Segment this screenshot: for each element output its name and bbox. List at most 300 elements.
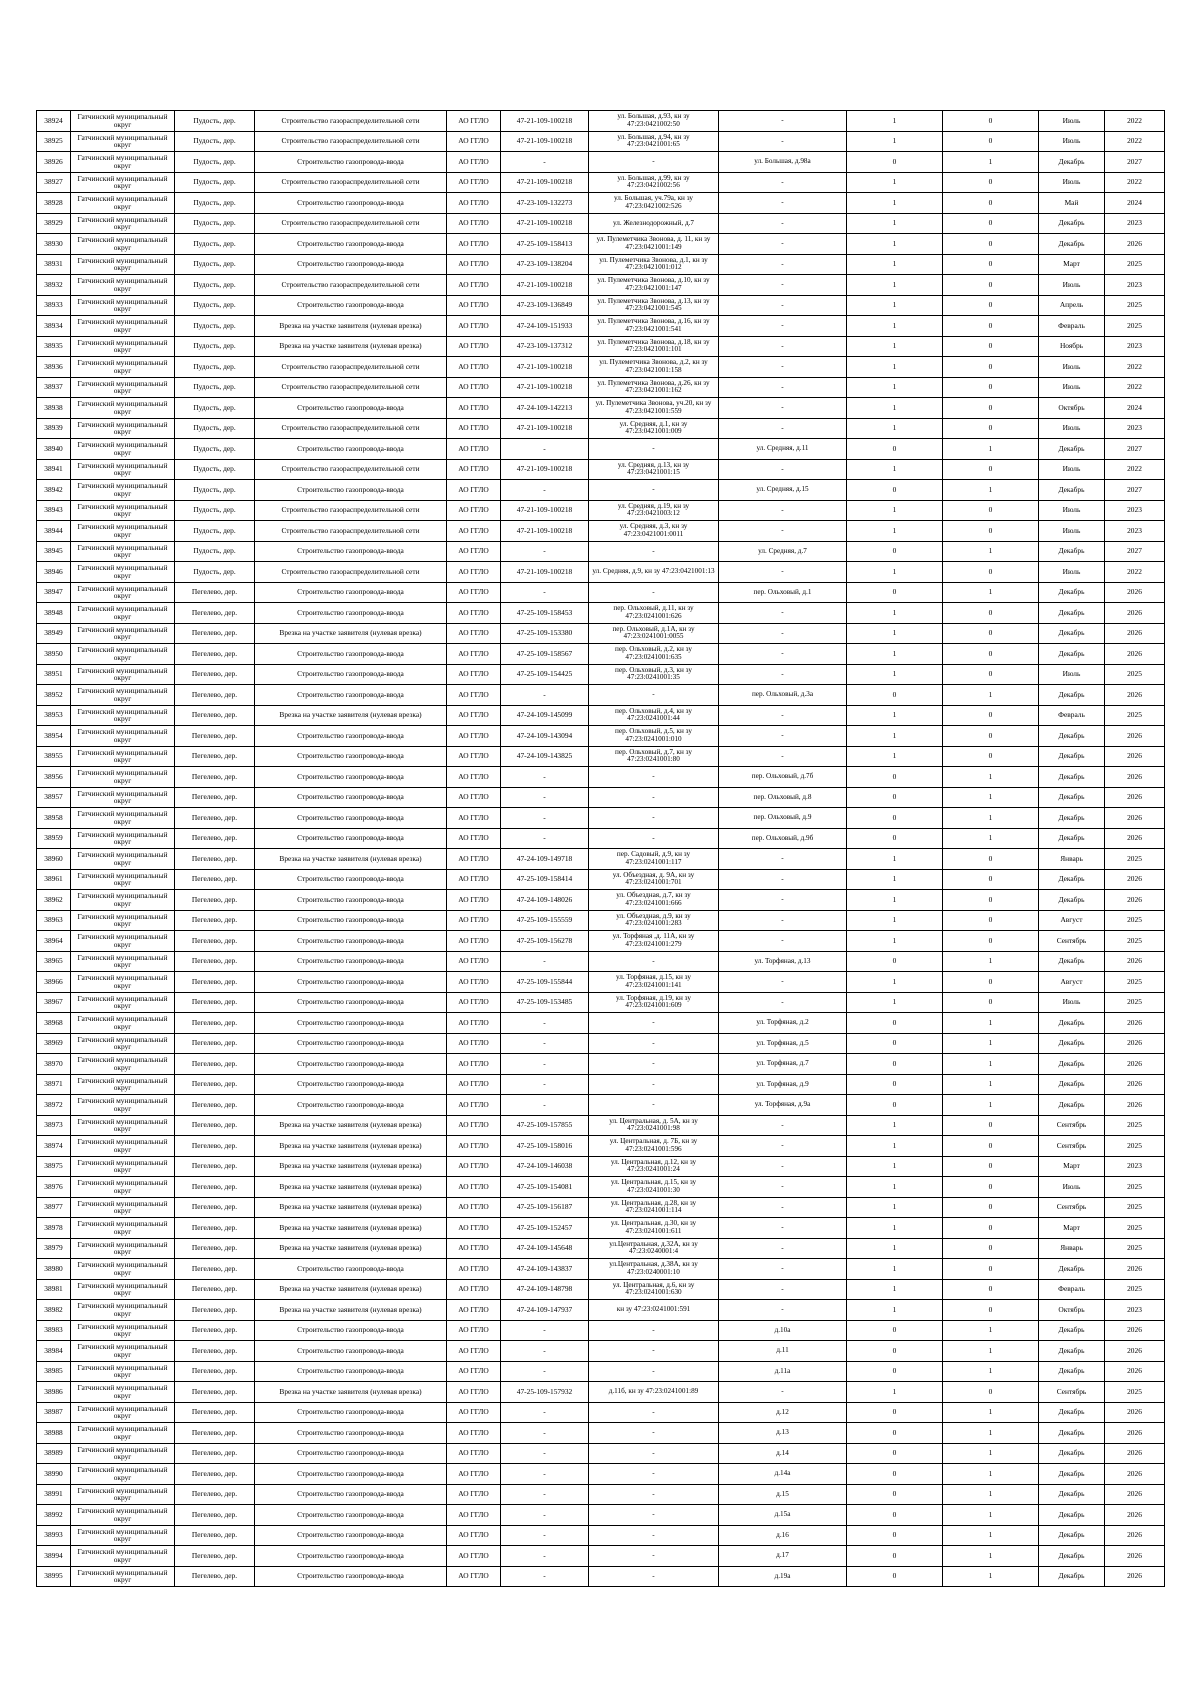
cadastral-address-cell: ул.Центральная, д.38А, кн зу 47:23:0240001:10 [589,1259,719,1280]
month-cell: Июль [1039,357,1105,378]
address-cell: д.13 [719,1423,847,1444]
month-cell: Сентябрь [1039,931,1105,952]
settlement-cell: Пудость, дер. [175,357,255,378]
flag-a-cell: 1 [847,1136,943,1157]
cadastral-address-cell: - [589,1443,719,1464]
address-cell: ул. Торфяная, д.2 [719,1013,847,1034]
address-cell: - [719,336,847,357]
address-cell: - [719,1136,847,1157]
year-cell: 2026 [1105,1095,1165,1116]
cadastral-address-cell: ул. Центральная, д.28, кн зу 47:23:0241001:114 [589,1197,719,1218]
cadastral-address-cell: - [589,1525,719,1546]
table-row [37,1464,1165,1485]
row-number-cell: 38971 [37,1074,71,1095]
cadastral-address-cell: пер. Ольховый, д.7, кн зу 47:23:0241001:80 [589,746,719,767]
contract-number-cell: - [501,1320,589,1341]
month-cell: Декабрь [1039,808,1105,829]
table-row [37,1115,1165,1136]
contract-number-cell: 47-25-109-157932 [501,1382,589,1403]
flag-b-cell: 1 [943,1525,1039,1546]
month-cell: Декабрь [1039,1074,1105,1095]
row-number-cell: 38936 [37,357,71,378]
district-cell: Гатчинский муниципальный округ [71,705,175,726]
year-cell: 2025 [1105,931,1165,952]
district-cell: Гатчинский муниципальный округ [71,787,175,808]
flag-b-cell: 0 [943,172,1039,193]
year-cell: 2026 [1105,1033,1165,1054]
flag-a-cell: 0 [847,1341,943,1362]
year-cell: 2026 [1105,1546,1165,1567]
table-row [37,1546,1165,1567]
organization-cell: АО ГГЛО [447,336,501,357]
organization-cell: АО ГГЛО [447,664,501,685]
settlement-cell: Пудость, дер. [175,172,255,193]
work-type-cell: Строительство газопровода-ввода [255,480,447,501]
row-number-cell: 38935 [37,336,71,357]
contract-number-cell: - [501,1074,589,1095]
row-number-cell: 38924 [37,111,71,132]
organization-cell: АО ГГЛО [447,1115,501,1136]
table-row [37,1382,1165,1403]
contract-number-cell: 47-21-109-100218 [501,562,589,583]
table-row [37,1136,1165,1157]
work-type-cell: Врезка на участке заявителя (нулевая врезка) [255,1382,447,1403]
address-cell: - [719,1238,847,1259]
district-cell: Гатчинский муниципальный округ [71,623,175,644]
address-cell: - [719,869,847,890]
work-type-cell: Строительство газораспределительной сети [255,459,447,480]
year-cell: 2023 [1105,275,1165,296]
table-row [37,398,1165,419]
settlement-cell: Пегелево, дер. [175,1156,255,1177]
cadastral-address-cell: ул. Пулеметчика Звонова, д.13, кн зу 47:23:0421001:545 [589,295,719,316]
cadastral-address-cell: ул. Центральная, д.6, кн зу 47:23:0241001:630 [589,1279,719,1300]
organization-cell: АО ГГЛО [447,1259,501,1280]
year-cell: 2023 [1105,418,1165,439]
organization-cell: АО ГГЛО [447,1033,501,1054]
address-cell: - [719,1115,847,1136]
address-cell: пер. Ольховый, д.3а [719,685,847,706]
year-cell: 2026 [1105,746,1165,767]
year-cell: 2025 [1105,1115,1165,1136]
table-row [37,418,1165,439]
contract-number-cell: 47-25-109-158413 [501,234,589,255]
settlement-cell: Пудость, дер. [175,234,255,255]
month-cell: Декабрь [1039,603,1105,624]
row-number-cell: 38932 [37,275,71,296]
flag-b-cell: 1 [943,1074,1039,1095]
table-row [37,972,1165,993]
organization-cell: АО ГГЛО [447,910,501,931]
flag-b-cell: 1 [943,767,1039,788]
flag-a-cell: 1 [847,1300,943,1321]
row-number-cell: 38952 [37,685,71,706]
settlement-cell: Пудость, дер. [175,521,255,542]
contract-number-cell: 47-24-109-142213 [501,398,589,419]
month-cell: Март [1039,1156,1105,1177]
month-cell: Июль [1039,1177,1105,1198]
flag-b-cell: 1 [943,685,1039,706]
year-cell: 2025 [1105,254,1165,275]
work-type-cell: Строительство газораспределительной сети [255,131,447,152]
table-row [37,111,1165,132]
table-row [37,439,1165,460]
table-row [37,295,1165,316]
flag-a-cell: 1 [847,193,943,214]
work-type-cell: Строительство газопровода-ввода [255,1525,447,1546]
work-type-cell: Строительство газопровода-ввода [255,1566,447,1587]
district-cell: Гатчинский муниципальный округ [71,398,175,419]
flag-b-cell: 0 [943,1238,1039,1259]
settlement-cell: Пегелево, дер. [175,1402,255,1423]
row-number-cell: 38977 [37,1197,71,1218]
row-number-cell: 38993 [37,1525,71,1546]
month-cell: Август [1039,972,1105,993]
work-type-cell: Строительство газопровода-ввода [255,685,447,706]
contract-number-cell: 47-21-109-100218 [501,521,589,542]
table-row [37,705,1165,726]
year-cell: 2022 [1105,111,1165,132]
table-row [37,931,1165,952]
flag-a-cell: 1 [847,1259,943,1280]
month-cell: Декабрь [1039,890,1105,911]
work-type-cell: Строительство газопровода-ввода [255,931,447,952]
work-type-cell: Строительство газопровода-ввода [255,1361,447,1382]
cadastral-address-cell: ул. Большая, д.94, кн зу 47:23:0421001:65 [589,131,719,152]
flag-b-cell: 0 [943,890,1039,911]
cadastral-address-cell: ул. Большая, уч.79а, кн зу 47:23:0421002:526 [589,193,719,214]
table-row [37,316,1165,337]
address-cell: - [719,562,847,583]
organization-cell: АО ГГЛО [447,1300,501,1321]
year-cell: 2026 [1105,644,1165,665]
address-cell: д.15 [719,1484,847,1505]
address-cell: ул. Средняя, д.11 [719,439,847,460]
row-number-cell: 38969 [37,1033,71,1054]
contract-number-cell: 47-25-109-155844 [501,972,589,993]
cadastral-address-cell: пер. Ольховый, д.5, кн зу 47:23:0241001:010 [589,726,719,747]
work-type-cell: Строительство газопровода-ввода [255,603,447,624]
flag-b-cell: 1 [943,1361,1039,1382]
flag-a-cell: 1 [847,213,943,234]
work-type-cell: Строительство газопровода-ввода [255,582,447,603]
address-cell: д.11 [719,1341,847,1362]
contract-number-cell: 47-25-109-158567 [501,644,589,665]
cadastral-address-cell: ул. Пулеметчика Звонова, д.2, кн зу 47:23:0421001:158 [589,357,719,378]
month-cell: Декабрь [1039,828,1105,849]
work-type-cell: Строительство газораспределительной сети [255,377,447,398]
flag-a-cell: 0 [847,1566,943,1587]
year-cell: 2026 [1105,808,1165,829]
address-cell: - [719,603,847,624]
address-cell: - [719,1197,847,1218]
year-cell: 2026 [1105,1566,1165,1587]
contract-number-cell: 47-21-109-100218 [501,459,589,480]
district-cell: Гатчинский муниципальный округ [71,869,175,890]
work-type-cell: Строительство газораспределительной сети [255,500,447,521]
row-number-cell: 38972 [37,1095,71,1116]
address-cell: д.16 [719,1525,847,1546]
month-cell: Декабрь [1039,1095,1105,1116]
cadastral-address-cell: д.11б, кн зу 47:23:0241001:89 [589,1382,719,1403]
settlement-cell: Пегелево, дер. [175,746,255,767]
address-cell: - [719,1218,847,1239]
address-cell: д.14а [719,1464,847,1485]
flag-b-cell: 1 [943,582,1039,603]
settlement-cell: Пудость, дер. [175,541,255,562]
month-cell: Март [1039,1218,1105,1239]
settlement-cell: Пегелево, дер. [175,1505,255,1526]
district-cell: Гатчинский муниципальный округ [71,234,175,255]
table-row [37,541,1165,562]
flag-b-cell: 1 [943,1546,1039,1567]
district-cell: Гатчинский муниципальный округ [71,910,175,931]
flag-a-cell: 0 [847,439,943,460]
flag-a-cell: 0 [847,152,943,173]
flag-b-cell: 0 [943,398,1039,419]
flag-b-cell: 0 [943,562,1039,583]
flag-a-cell: 0 [847,582,943,603]
table-row [37,1095,1165,1116]
table-row [37,1361,1165,1382]
row-number-cell: 38965 [37,951,71,972]
flag-b-cell: 0 [943,910,1039,931]
work-type-cell: Строительство газораспределительной сети [255,275,447,296]
month-cell: Декабрь [1039,1341,1105,1362]
year-cell: 2025 [1105,1136,1165,1157]
flag-a-cell: 1 [847,275,943,296]
month-cell: Сентябрь [1039,1136,1105,1157]
settlement-cell: Пудость, дер. [175,111,255,132]
year-cell: 2023 [1105,1156,1165,1177]
month-cell: Июль [1039,275,1105,296]
address-cell: - [719,521,847,542]
year-cell: 2026 [1105,582,1165,603]
settlement-cell: Пегелево, дер. [175,1259,255,1280]
month-cell: Июль [1039,562,1105,583]
address-cell: - [719,459,847,480]
organization-cell: АО ГГЛО [447,931,501,952]
contract-number-cell: 47-21-109-100218 [501,357,589,378]
district-cell: Гатчинский муниципальный округ [71,1218,175,1239]
district-cell: Гатчинский муниципальный округ [71,1443,175,1464]
organization-cell: АО ГГЛО [447,869,501,890]
organization-cell: АО ГГЛО [447,1443,501,1464]
month-cell: Декабрь [1039,541,1105,562]
flag-a-cell: 1 [847,357,943,378]
contract-number-cell: - [501,951,589,972]
table-row [37,357,1165,378]
flag-b-cell: 1 [943,1402,1039,1423]
cadastral-address-cell: ул. Большая, д.93, кн зу 47:23:0421002:50 [589,111,719,132]
contract-number-cell: - [501,582,589,603]
year-cell: 2025 [1105,316,1165,337]
contract-number-cell: - [501,1402,589,1423]
contract-number-cell: - [501,685,589,706]
address-cell: пер. Ольховый, д.7б [719,767,847,788]
month-cell: Декабрь [1039,1525,1105,1546]
year-cell: 2023 [1105,336,1165,357]
table-row [37,1566,1165,1587]
organization-cell: АО ГГЛО [447,644,501,665]
work-type-cell: Врезка на участке заявителя (нулевая врезка) [255,1177,447,1198]
work-type-cell: Строительство газопровода-ввода [255,541,447,562]
address-cell: - [719,131,847,152]
row-number-cell: 38959 [37,828,71,849]
cadastral-address-cell: ул. Пулеметчика Звонова, д.10, кн зу 47:23:0421001:147 [589,275,719,296]
table-row [37,849,1165,870]
month-cell: Март [1039,254,1105,275]
district-cell: Гатчинский муниципальный округ [71,644,175,665]
year-cell: 2023 [1105,213,1165,234]
contract-number-cell: - [501,1464,589,1485]
address-cell: ул. Большая, д.98а [719,152,847,173]
cadastral-address-cell: кн зу 47:23:0241001:591 [589,1300,719,1321]
month-cell: Декабрь [1039,1546,1105,1567]
contract-number-cell: 47-24-109-147937 [501,1300,589,1321]
district-cell: Гатчинский муниципальный округ [71,582,175,603]
settlement-cell: Пудость, дер. [175,377,255,398]
row-number-cell: 38951 [37,664,71,685]
row-number-cell: 38945 [37,541,71,562]
month-cell: Июль [1039,377,1105,398]
cadastral-address-cell: - [589,582,719,603]
organization-cell: АО ГГЛО [447,562,501,583]
table-row [37,1074,1165,1095]
year-cell: 2026 [1105,828,1165,849]
month-cell: Декабрь [1039,234,1105,255]
organization-cell: АО ГГЛО [447,439,501,460]
organization-cell: АО ГГЛО [447,459,501,480]
flag-b-cell: 0 [943,459,1039,480]
contract-number-cell: - [501,787,589,808]
month-cell: Сентябрь [1039,1197,1105,1218]
work-type-cell: Строительство газопровода-ввода [255,254,447,275]
month-cell: Июль [1039,131,1105,152]
organization-cell: АО ГГЛО [447,1197,501,1218]
row-number-cell: 38928 [37,193,71,214]
month-cell: Декабрь [1039,644,1105,665]
district-cell: Гатчинский муниципальный округ [71,1238,175,1259]
month-cell: Июль [1039,418,1105,439]
year-cell: 2025 [1105,849,1165,870]
cadastral-address-cell: ул. Объездная, д.7, кн зу 47:23:0241001:666 [589,890,719,911]
work-type-cell: Строительство газопровода-ввода [255,664,447,685]
organization-cell: АО ГГЛО [447,705,501,726]
table-row [37,1259,1165,1280]
table-row [37,828,1165,849]
contract-number-cell: - [501,1013,589,1034]
contract-number-cell: 47-25-109-156187 [501,1197,589,1218]
flag-b-cell: 0 [943,1197,1039,1218]
flag-b-cell: 0 [943,336,1039,357]
row-number-cell: 38989 [37,1443,71,1464]
flag-a-cell: 1 [847,644,943,665]
contract-number-cell: 47-24-109-143825 [501,746,589,767]
contract-number-cell: - [501,1525,589,1546]
address-cell: - [719,849,847,870]
address-cell: - [719,377,847,398]
cadastral-address-cell: - [589,1320,719,1341]
settlement-cell: Пудость, дер. [175,295,255,316]
flag-b-cell: 0 [943,377,1039,398]
month-cell: Декабрь [1039,1402,1105,1423]
cadastral-address-cell: ул. Железнодорожный, д.7 [589,213,719,234]
flag-b-cell: 0 [943,705,1039,726]
cadastral-address-cell: - [589,1033,719,1054]
settlement-cell: Пудость, дер. [175,131,255,152]
cadastral-address-cell: - [589,1095,719,1116]
contract-number-cell: - [501,1033,589,1054]
flag-b-cell: 0 [943,746,1039,767]
row-number-cell: 38994 [37,1546,71,1567]
organization-cell: АО ГГЛО [447,1054,501,1075]
table-row [37,1505,1165,1526]
organization-cell: АО ГГЛО [447,1464,501,1485]
cadastral-address-cell: - [589,951,719,972]
flag-a-cell: 1 [847,1197,943,1218]
table-row [37,1156,1165,1177]
cadastral-address-cell: - [589,1505,719,1526]
settlement-cell: Пегелево, дер. [175,1546,255,1567]
settlement-cell: Пегелево, дер. [175,1320,255,1341]
row-number-cell: 38955 [37,746,71,767]
month-cell: Декабрь [1039,1361,1105,1382]
flag-a-cell: 1 [847,562,943,583]
settlement-cell: Пегелево, дер. [175,603,255,624]
work-type-cell: Строительство газопровода-ввода [255,1341,447,1362]
contract-number-cell: - [501,1423,589,1444]
month-cell: Июль [1039,521,1105,542]
table-row [37,1218,1165,1239]
cadastral-address-cell: ул. Средняя, д.1, кн зу 47:23:0421001:009 [589,418,719,439]
work-type-cell: Строительство газопровода-ввода [255,1054,447,1075]
flag-a-cell: 1 [847,131,943,152]
district-cell: Гатчинский муниципальный округ [71,1525,175,1546]
address-cell: пер. Ольховый, д.9 [719,808,847,829]
settlement-cell: Пегелево, дер. [175,808,255,829]
organization-cell: АО ГГЛО [447,787,501,808]
settlement-cell: Пегелево, дер. [175,869,255,890]
settlement-cell: Пегелево, дер. [175,890,255,911]
district-cell: Гатчинский муниципальный округ [71,1423,175,1444]
address-cell: - [719,1279,847,1300]
month-cell: Июль [1039,172,1105,193]
year-cell: 2025 [1105,910,1165,931]
row-number-cell: 38939 [37,418,71,439]
cadastral-address-cell: пер. Ольховый, д.4, кн зу 47:23:0241001:44 [589,705,719,726]
cadastral-address-cell: ул. Пулеметчика Звонова, д.18, кн зу 47:23:0421001:101 [589,336,719,357]
settlement-cell: Пегелево, дер. [175,951,255,972]
contract-number-cell: 47-25-109-152457 [501,1218,589,1239]
year-cell: 2026 [1105,603,1165,624]
settlement-cell: Пегелево, дер. [175,705,255,726]
row-number-cell: 38944 [37,521,71,542]
address-cell: - [719,910,847,931]
settlement-cell: Пегелево, дер. [175,767,255,788]
month-cell: Октябрь [1039,398,1105,419]
organization-cell: АО ГГЛО [447,111,501,132]
address-cell: ул. Средняя, д.15 [719,480,847,501]
month-cell: Декабрь [1039,480,1105,501]
work-type-cell: Строительство газопровода-ввода [255,767,447,788]
flag-b-cell: 0 [943,992,1039,1013]
settlement-cell: Пегелево, дер. [175,623,255,644]
flag-a-cell: 0 [847,787,943,808]
work-type-cell: Врезка на участке заявителя (нулевая врезка) [255,1300,447,1321]
table-row [37,1300,1165,1321]
district-cell: Гатчинский муниципальный округ [71,1279,175,1300]
